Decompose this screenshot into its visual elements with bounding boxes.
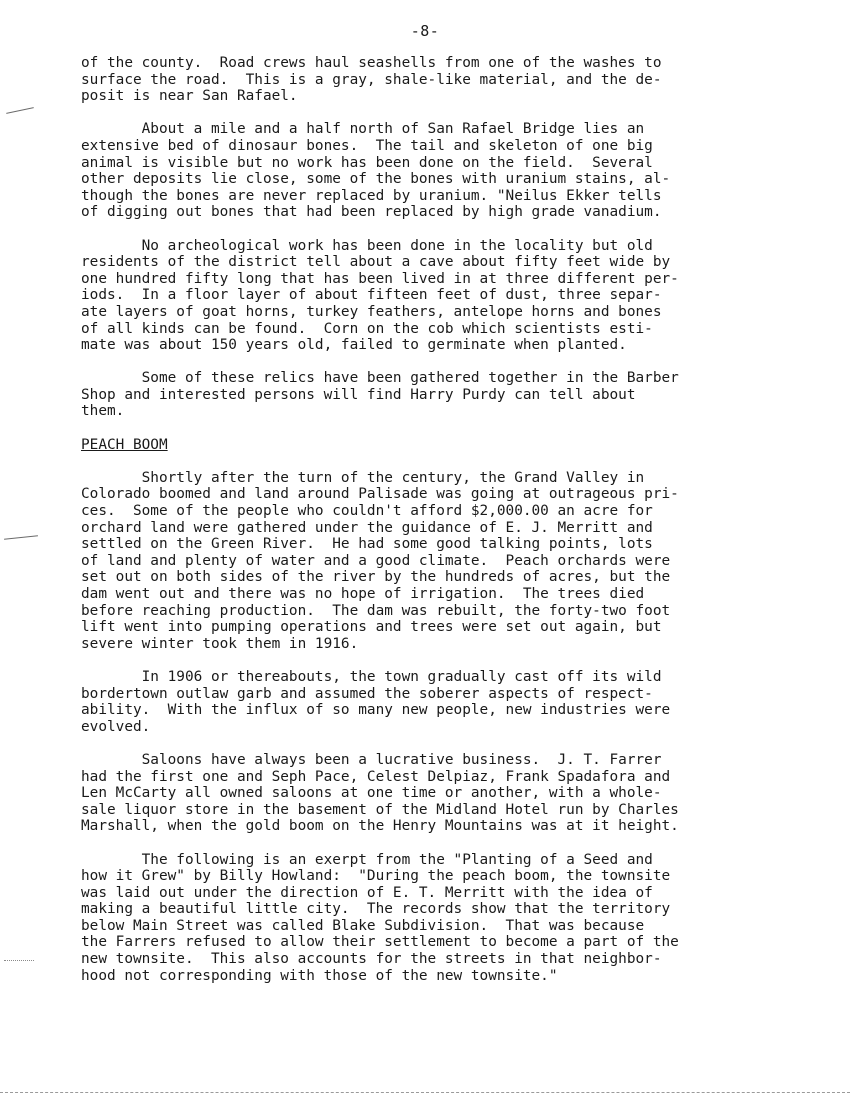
paragraph-road-crews: of the county. Road crews haul seashells from one of the washes to surface the road. This is a gray, shale-like material, and the de- posit is near San Rafael. bbox=[81, 55, 662, 105]
margin-pencil-mark bbox=[4, 960, 34, 962]
paragraph-town-1906: In 1906 or thereabouts, the town gradually cast off its wild bordertown outlaw garb and assumed the soberer aspects of respect- ability. With the influx of so many new people, new industries were evolved. bbox=[81, 668, 671, 735]
document-body bbox=[81, 55, 781, 1001]
section-heading: PEACH BOOM bbox=[81, 436, 168, 453]
paragraph-peach-boom: Shortly after the turn of the century, the Grand Valley in Colorado boomed and land around Palisade was going at outrageous pri- ces. Some of the people who couldn't afford $2,000.00 an acre for orchard land were gathered under the guidance of E. J. Merritt and settled on the Green River. He had some good talking points, lots of land and plenty of water and a good climate. Peach orchards were set out on both sides of the river by the hundreds of acres, but the dam went out and there was no hope of irrigation. The trees died before reaching production. The dam was rebuilt, the forty-two foot lift went into pumping operations and trees were set out again, but severe winter took them in 1916. bbox=[81, 469, 679, 652]
paragraph-dinosaur-bones: About a mile and a half north of San Rafael Bridge lies an extensive bed of dinosaur bones. The tail and skeleton of one big animal is visible but no work has been done on the field. Several other deposits lie close, some of the bones with uranium stains, al- though the bones are never replaced by uranium. "Neilus Ekker tells of digging out bones that had been replaced by high grade vanadium. bbox=[81, 121, 671, 221]
bottom-edge-rule bbox=[0, 1092, 850, 1093]
paragraph-archeology: No archeological work has been done in the locality but old residents of the district tell about a cave about fifty feet wide by one hundred fifty long that has been lived in at three different per- iods. In a floor layer of about fifteen feet of dust, three separ- ate layers of goat horns, turkey feathers, antelope horns and bones of all kinds can be found. Corn on the cob which scientists esti- mate was about 150 years old, failed to germinate when planted. bbox=[81, 237, 679, 354]
margin-pencil-mark bbox=[4, 535, 38, 540]
paragraph-relics: Some of these relics have been gathered together in the Barber Shop and interested persons will find Harry Purdy can tell about them. bbox=[81, 370, 679, 420]
paragraph-saloons: Saloons have always been a lucrative business. J. T. Farrer had the first one and Seph Pace, Celest Delpiaz, Frank Spadafora and Len McCarty all owned saloons at one time or another, with a whole- sale liquor store in the basement of the Midland Hotel run by Charles Marshall, when the gold boom on the Henry Mountains was at it height. bbox=[81, 751, 679, 835]
page-number: -8- bbox=[410, 22, 440, 40]
paragraph-howland-excerpt: The following is an exerpt from the "Planting of a Seed and how it Grew" by Billy Howland: "During the peach boom, the townsite was laid out under the direction of E. T. Merritt with the idea of making a beautiful little city. The records show that the territory below Main Street was called Blake Subdivision. That was because the Farrers refused to allow their settlement to become a part of the new townsite. This also accounts for the streets in that neighbor- hood not corresponding with those of the new townsite." bbox=[81, 851, 679, 984]
margin-pencil-mark bbox=[6, 107, 34, 114]
